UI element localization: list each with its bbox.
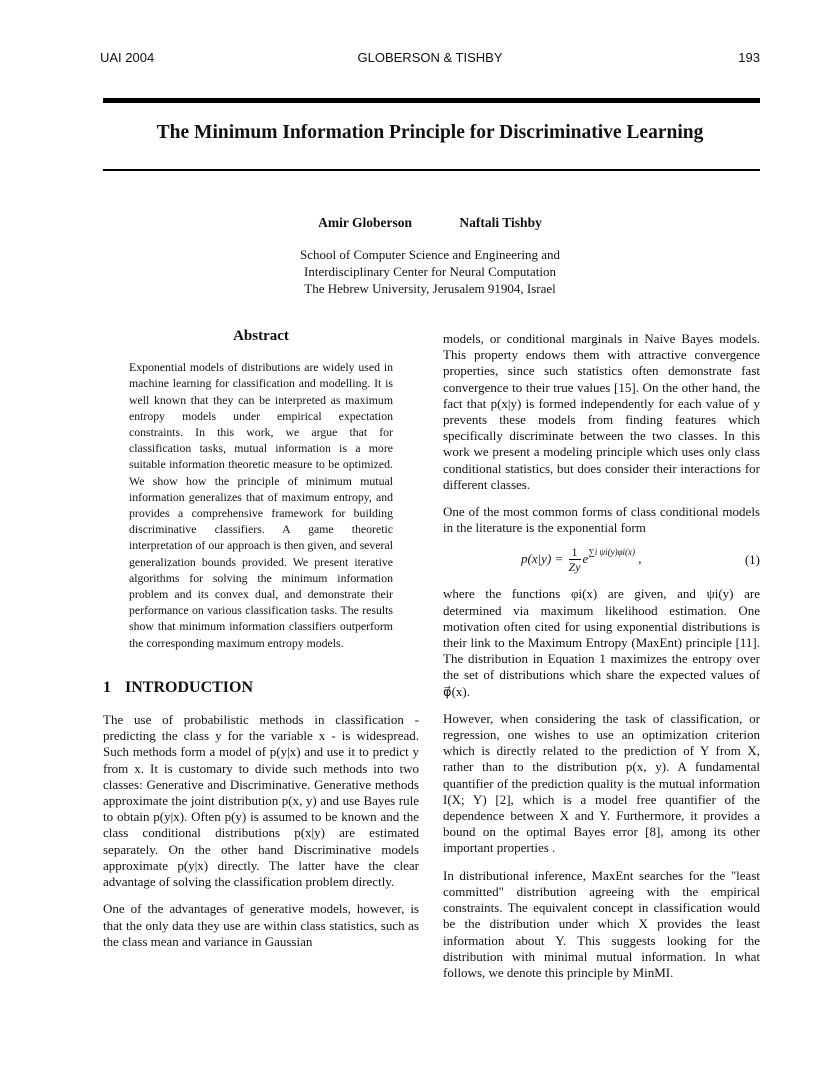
exponent: ∑i ψi(y)φi(x): [588, 547, 636, 558]
left-column: [103, 328, 419, 961]
fraction-numerator: 1: [569, 546, 581, 560]
paragraph: models, or conditional marginals in Naive Bayes models. This property endows them with attractive convergence properties, since such statistics often demonstrate fast convergence to their true values [15]. On the other hand, the fact that p(x|y) is formed independently for each value of y prevents these models from finding features which specifically discriminate between the two classes. In this work we present a modeling principle which uses only class conditional statistics, but does consider their interactions for different classes.: [443, 331, 760, 492]
author-name: Naftali Tishby: [459, 215, 542, 230]
equation-body: [521, 544, 642, 574]
affiliation-line: The Hebrew University, Jerusalem 91904, Israel: [304, 281, 556, 296]
affiliation: [100, 246, 760, 297]
running-header: [100, 50, 760, 68]
venue-label: UAI 2004: [100, 50, 155, 65]
paragraph: The use of probabilistic methods in classification - predicting the class y for the variable x - is widespread. Such methods form a model of p(y|x) and use it to predict y from x. It is customary to divide such methods into two classes: Generative and Discriminative. Generative methods approximate the joint distribution p(x, y) and use Bayes rule to obtain p(y|x). Often p(y) is assumed to be known and the class conditional distributions p(x|y) are estimated separately. On the other hand Discriminative models approximate p(y|x) directly. The latter have the clear advantage of solving the classification problem directly.: [103, 712, 419, 890]
right-column: [443, 331, 760, 992]
section-heading: [103, 680, 419, 696]
title-top-rule: [103, 98, 760, 103]
abstract-text: Exponential models of distributions are widely used in machine learning for classification and modelling. It is well known that they can be interpreted as maximum entropy models under empirical expectation constraints. In this work, we argue that for classification tasks, mutual information is a more suitable information theoretic measure to be optimized. We show how the principle of minimum mutual information generalizes that of maximum entropy, and provides a comprehensive framework for building discriminative classifiers. A game theoretic interpretation of our approach is then given, and several generalization bounds provided. We present iterative algorithms for solving the minimum information problem and its convex dual, and demonstrate their performance on various classification tasks. The results show that minimum information classifiers outperform the corresponding maximum entropy models.: [129, 360, 393, 650]
paper-title: The Minimum Information Principle for Discriminative Learning: [156, 122, 704, 143]
abstract-heading: Abstract: [233, 328, 289, 344]
title-bottom-rule: [103, 169, 760, 171]
affiliation-line: School of Computer Science and Engineering and: [300, 247, 560, 262]
section-title: INTRODUCTION: [125, 678, 254, 696]
author-name: Amir Globerson: [318, 215, 413, 230]
authors-running-head: GLOBERSON & TISHBY: [357, 50, 503, 65]
equation-1: [443, 540, 760, 578]
paragraph: In distributional inference, MaxEnt searches for the "least committed" distribution agreeing with the empirical constraints. The equivalent concept in classification would be the distribution under which X provides the least information about Y. This suggests looking for the distribution with minimal mutual information. In what follows, we denote this principle by MinMI.: [443, 867, 760, 980]
affiliation-line: Interdisciplinary Center for Neural Computation: [304, 264, 556, 279]
section-number: 1: [103, 678, 111, 696]
paragraph: One of the advantages of generative models, however, is that the only data they use are within class statistics, such as the class mean and variance in Gaussian: [103, 901, 419, 949]
paragraph: where the functions φi(x) are given, and ψi(y) are determined via maximum likelihood estimation. One motivation often cited for using exponential distributions is their link to the Maximum Entropy (MaxEnt) principle [11]. The distribution in Equation 1 maximizes the entropy over the set of distributions which share the expected values of φ⃗(x).: [443, 586, 760, 699]
page-number: 193: [738, 50, 760, 65]
equation-trailing: ,: [638, 551, 642, 567]
paragraph: One of the most common forms of class conditional models in the literature is the exponential form: [443, 504, 760, 536]
paragraph: However, when considering the task of classification, or regression, one wishes to use an optimization criterion which is directly related to the prediction of Y from X, rather than to the distribution p(x, y). A fundamental quantifier of the prediction quality is the mutual information I(X; Y) [2], which is a model free quantifier of the dependence between X and Y. Furthermore, it provides a bound on the optimal Bayes error [8], among its other important properties .: [443, 710, 760, 856]
equation-fraction: [569, 546, 581, 574]
equation-lhs: p(x|y) =: [521, 551, 564, 567]
exp-base: e: [582, 551, 589, 567]
equation-number: (1): [744, 552, 760, 568]
fraction-denominator: Zy: [568, 560, 581, 575]
author-list: [100, 215, 760, 231]
